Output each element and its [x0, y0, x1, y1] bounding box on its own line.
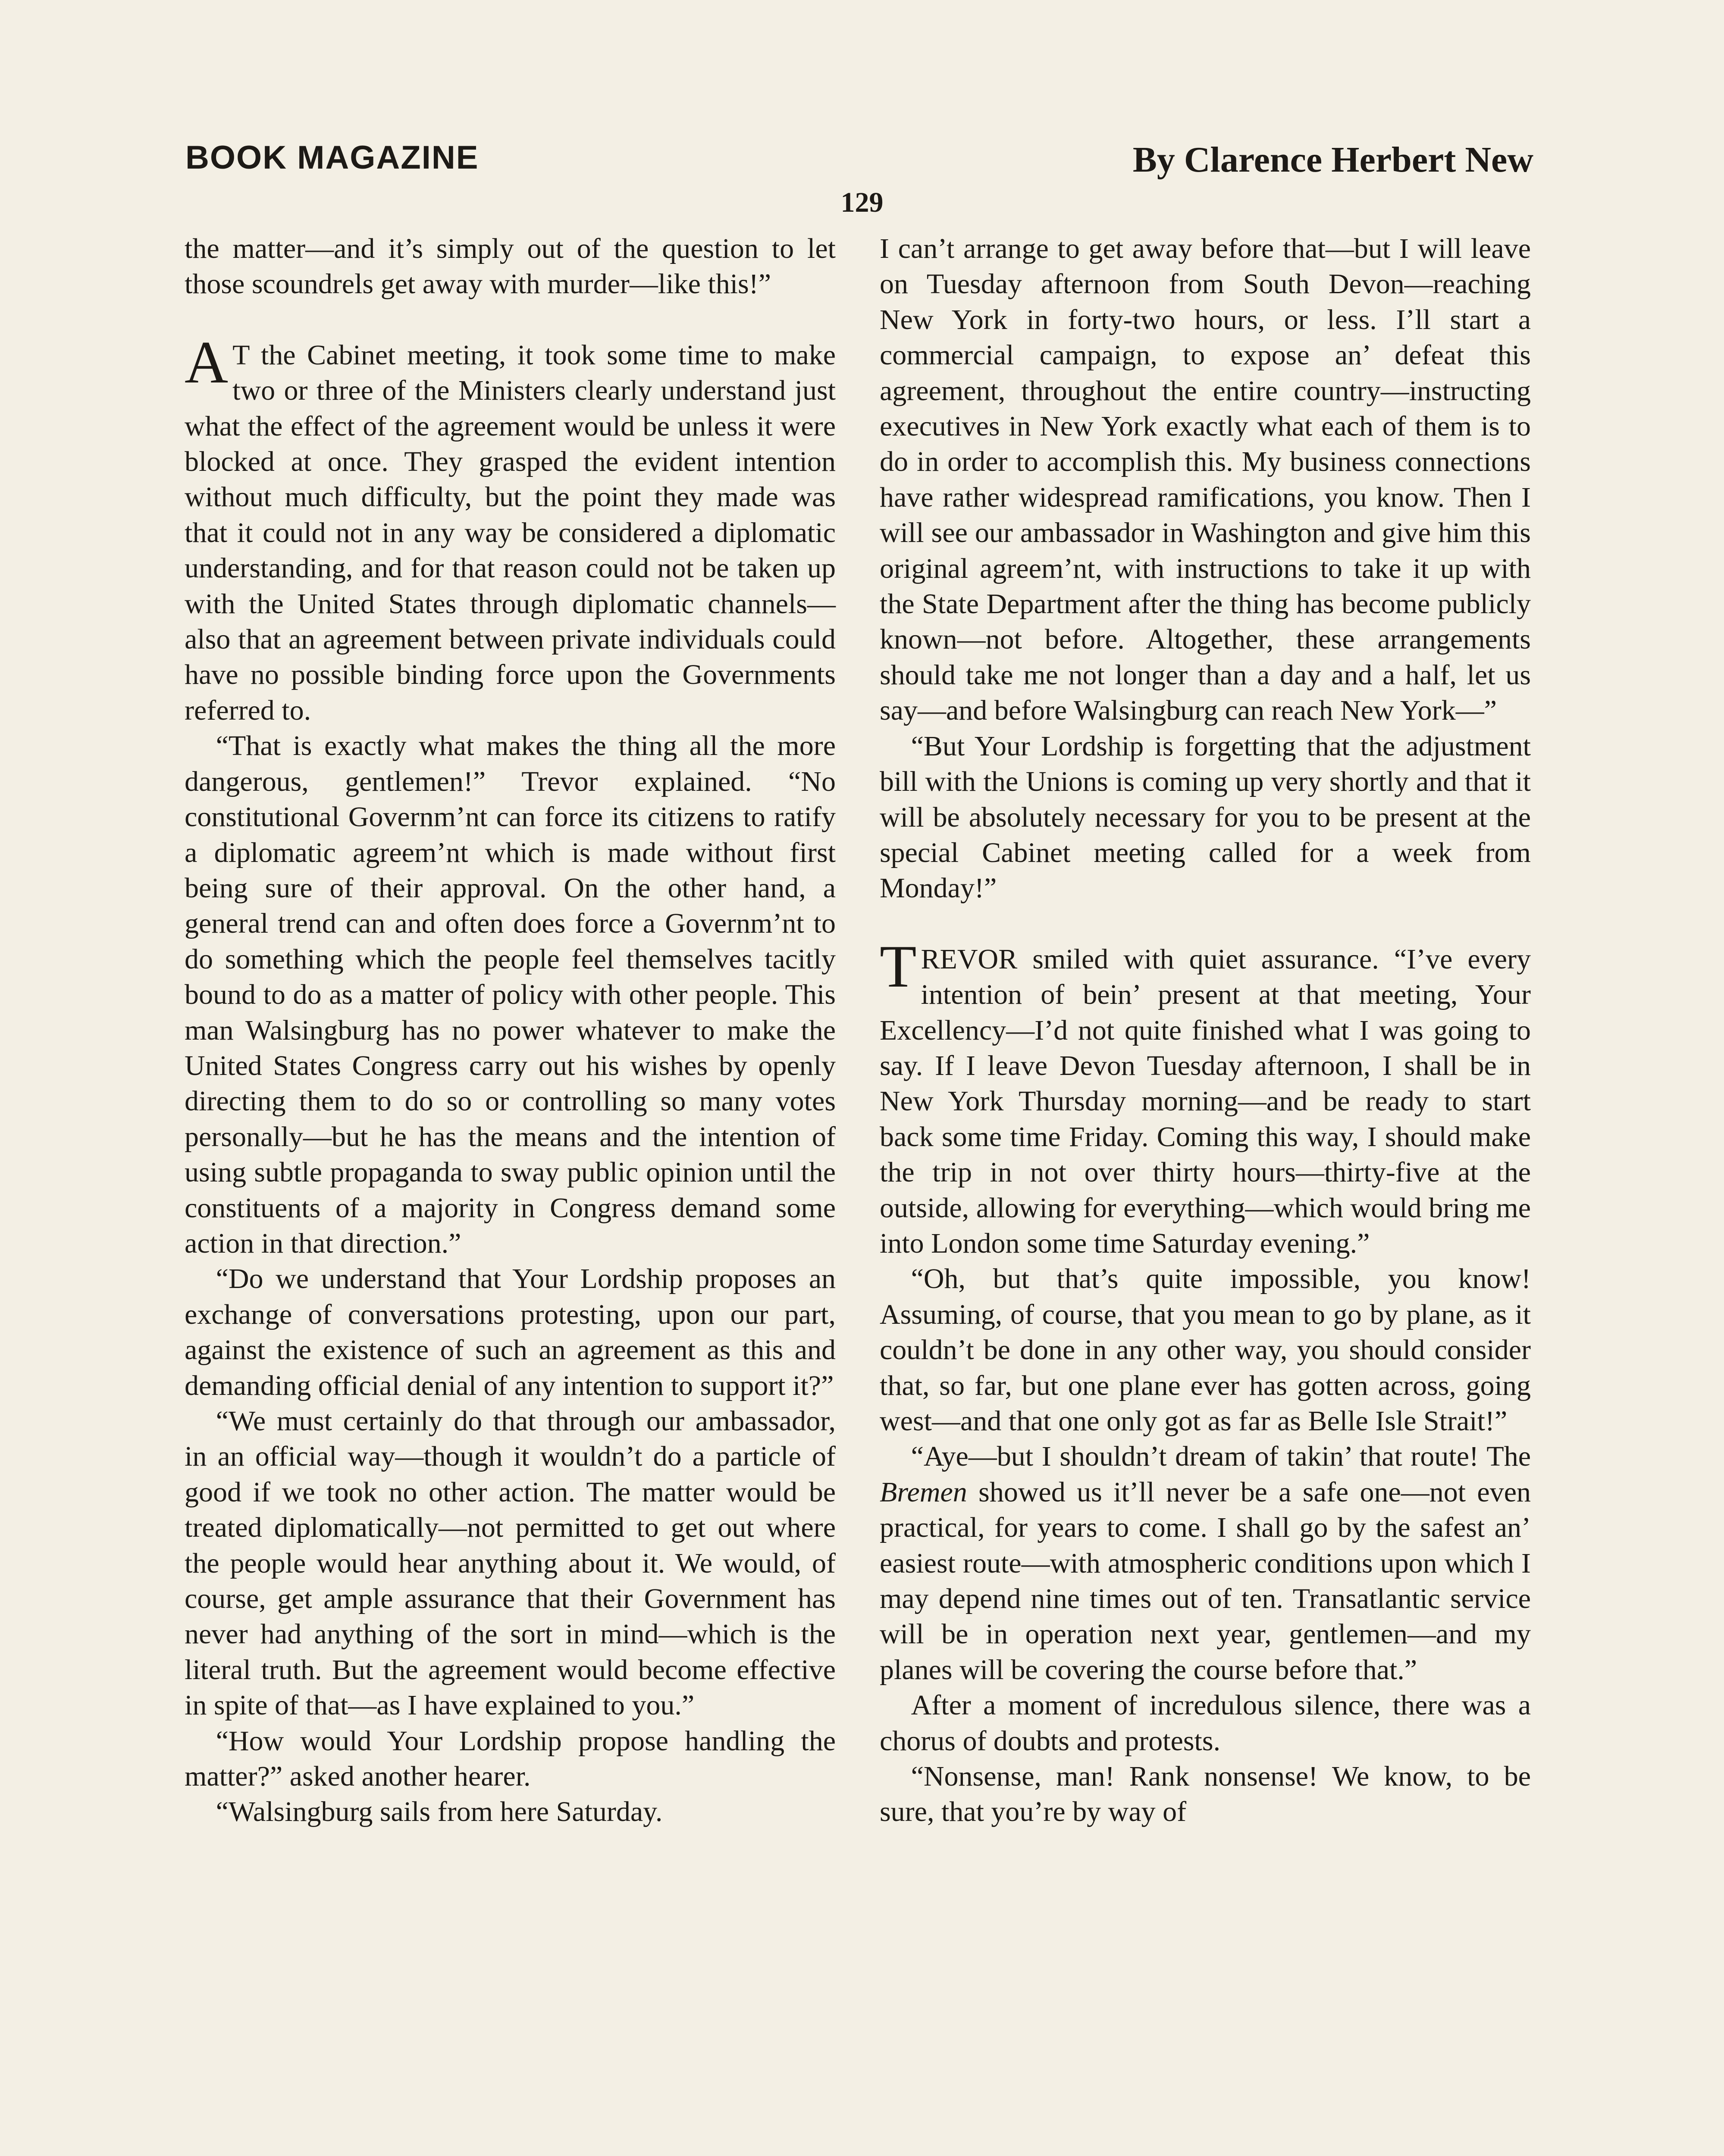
right-column [880, 231, 1531, 1830]
magazine-title: BOOK MAGAZINE [185, 139, 479, 176]
paragraph: the matter—and it’s simply out of the question to let those scoundrels get away with murder—like this!” [185, 233, 836, 300]
left-column [185, 231, 836, 1830]
paragraph: “Walsingburg sails from here Saturday. [216, 1796, 663, 1828]
drop-cap: T [880, 933, 917, 1000]
paragraph: “We must certainly do that through our ambassador, in an official way—though it wouldn’t do a particle of good if we took no other action. The matter would be treated diplomatically—not permitted to get out where the people would hear anything about it. We would, of course, get ample assurance that their Government has never had anything of the sort in mind—which is the literal truth. But the agreement would become effective in spite of that—as I have explained to you.” [185, 1405, 836, 1721]
author-byline: By Clarence Herbert New [1132, 140, 1533, 180]
paragraph: After a moment of incredulous silence, there was a chorus of doubts and protests. [880, 1689, 1531, 1757]
paragraph [880, 1439, 1531, 1688]
section-paragraph [185, 329, 836, 728]
page-number: 129 [840, 187, 884, 218]
paragraph: “But Your Lordship is forgetting that the adjustment bill with the Unions is coming up very shortly and that it will be absolutely necessary for you to be present at the special Cabinet meeting called for a week from Monday!” [880, 730, 1531, 904]
drop-cap: A [185, 329, 229, 396]
section-paragraph [880, 933, 1531, 1262]
paragraph-text: “Aye—but I shouldn’t dream of takin’ that route! The [911, 1441, 1531, 1473]
paragraph-text: T the Cabinet meeting, it took some time to make two or three of the Ministers clearly understand just what the effect of the agreement would be unless it were blocked at once. They grasped the evident intention without much difficulty, but the point they made was that it could not in any way be considered a diplomatic understanding, and for that reason could not be taken up with the United States through diplomatic channels—also that an agreement between private individuals could have no possible binding force upon the Governments referred to. [185, 339, 836, 726]
paragraph: “Nonsense, man! Rank nonsense! We know, to be sure, that you’re by way of [880, 1761, 1531, 1828]
paragraph: I can’t arrange to get away before that—but I will leave on Tuesday afternoon from South Devon—reaching New York in forty-two hours, or less. I’ll start a commercial campaign, to expose an’ defeat this agreement, throughout the entire country—instructing executives in New York exactly what each of them is to do in order to accomplish this. My business connections have rather widespread ramifications, you know. Then I will see our ambassador in Washington and give him this original agreem’nt, with instructions to take it up with the State Department after the thing has become publicly known—not before. Altogether, these arrangements should take me not longer than a day and a half, let us say—and before Walsingburg can reach New York—” [880, 233, 1531, 727]
paragraph: “How would Your Lordship propose handling the matter?” asked another hearer. [185, 1725, 836, 1792]
paragraph: “That is exactly what makes the thing all the more dangerous, gentlemen!” Trevor explained. “No constitutional Governm’nt can force its citizens to ratify a diplomatic agreem’nt which is made without first being sure of their approval. On the other hand, a general trend can and often does force a Governm’nt to do something which the people feel themselves tacitly bound to do as a matter of policy with other people. This man Walsingburg has no power whatever to make the United States Congress carry out his wishes by openly directing them to do so or controlling so many votes personally—but he has the means and the intention of using subtle propaganda to sway public opinion until the constituents of a majority in Congress demand some action in that direction.” [185, 730, 836, 1259]
paragraph-text: showed us it’ll never be a safe one—not even practical, for years to come. I shall go by the safest an’ easiest route—with atmospheric conditions upon which I may depend nine times out of ten. Transatlantic service will be in operation next year, gentlemen—and my planes will be covering the course before that.” [880, 1476, 1531, 1686]
ship-name: Bremen [880, 1476, 967, 1508]
paragraph: “Do we understand that Your Lordship proposes an exchange of conversations protesting, upon our part, against the existence of such an agreement as this and demanding official denial of any intention to support it?” [185, 1263, 836, 1401]
paragraph-text: REVOR smiled with quiet assurance. “I’ve every intention of bein’ present at that meeting, Your Excellency—I’d not quite finished what I was going to say. If I leave Devon Tuesday afternoon, I shall be in New York Thursday morning—and be ready to start back some time Friday. Coming this way, I should make the trip in not over thirty hours—thirty-five at the outside, allowing for everything—which would bring me into London some time Saturday evening.” [880, 943, 1531, 1259]
paragraph: “Oh, but that’s quite impossible, you know! Assuming, of course, that you mean to go by plane, as it couldn’t be done in any other way, you should consider that, so far, but one plane ever has gotten across, going west—and that one only got as far as Belle Isle Strait!” [880, 1263, 1531, 1437]
